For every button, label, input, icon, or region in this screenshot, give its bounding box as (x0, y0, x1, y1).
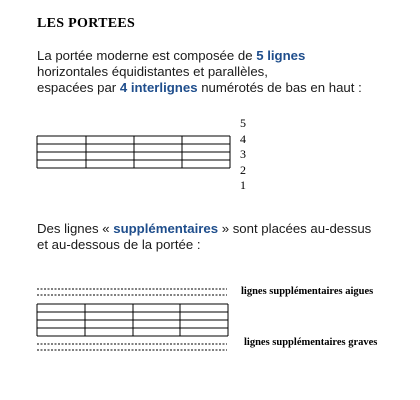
intro-text: espacées par (37, 80, 120, 95)
extra-text: » sont placées au-dessus (218, 221, 372, 236)
interline-number: 3 (240, 147, 246, 161)
extra-line-2: et au-dessous de la portée : (37, 237, 201, 252)
extra-lines-paragraph (37, 221, 371, 253)
staff-1 (37, 136, 230, 168)
interline-number: 4 (240, 131, 246, 146)
interline-number: 1 (240, 178, 246, 192)
highlight-4-interlignes: 4 interlignes (119, 80, 198, 95)
ledger-lines-lower (37, 344, 227, 350)
ledger-lines-upper (37, 289, 227, 295)
intro-text: numérotés de bas en haut : (197, 80, 362, 95)
page-title: LES PORTEES (37, 16, 136, 31)
interline-number: 5 (240, 116, 246, 130)
label-upper-ledger: lignes supplémentaires aigues (241, 286, 374, 297)
extra-text: Des lignes « (37, 221, 114, 236)
interline-number: 2 (240, 162, 246, 177)
highlight-5-lignes: 5 lignes (256, 48, 306, 63)
highlight-supplementaires: supplémentaires (113, 221, 219, 236)
intro-text: La portée moderne est composée de (37, 48, 257, 63)
extra-line-1 (37, 221, 371, 237)
intro-line-2: horizontales équidistantes et parallèles, (37, 64, 268, 79)
staff-2 (37, 304, 228, 336)
interline-numbers (240, 116, 246, 194)
label-lower-ledger: lignes supplémentaires graves (244, 337, 378, 348)
